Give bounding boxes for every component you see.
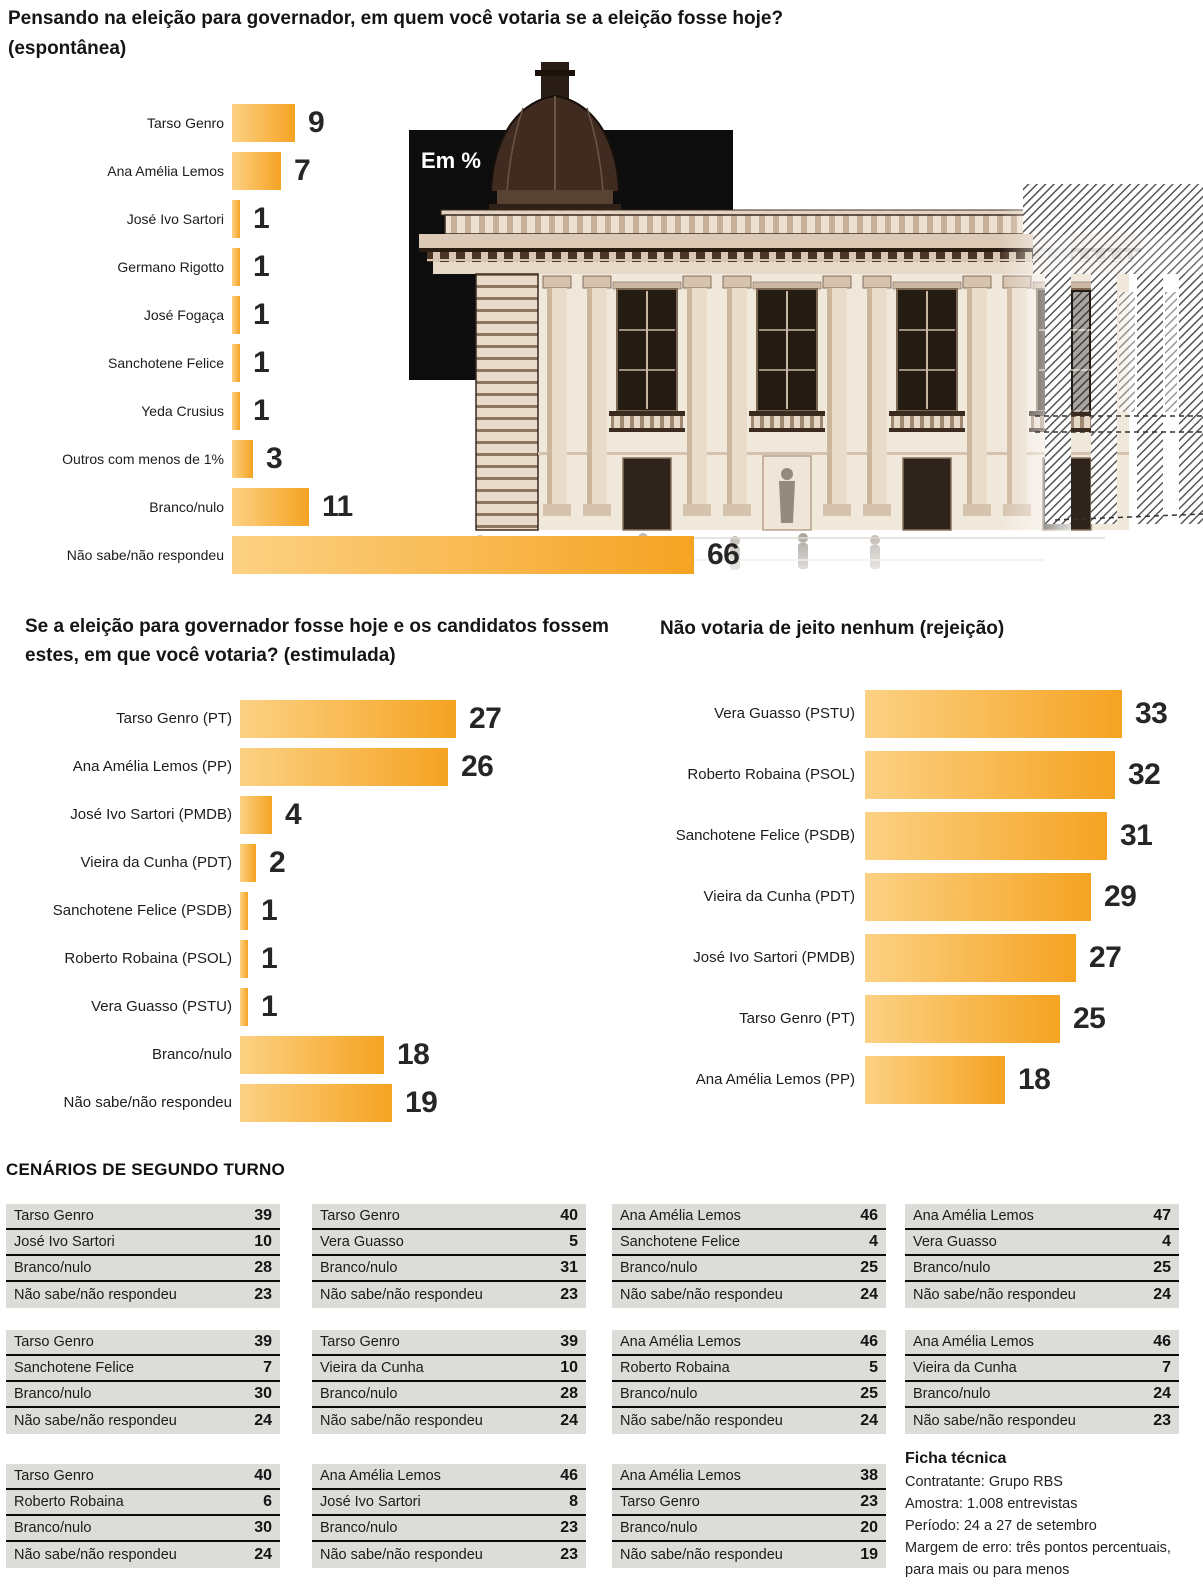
page-title (8, 4, 1168, 64)
bar-value: 29 (1104, 880, 1137, 913)
bar (240, 796, 272, 834)
bar (232, 200, 240, 238)
table-row (612, 1282, 886, 1308)
row-value: 20 (860, 1519, 878, 1536)
bar-label: Sanchotene Felice (108, 355, 224, 371)
bar (240, 748, 448, 786)
bar (232, 536, 694, 574)
bar-label: Ana Amélia Lemos (107, 163, 224, 179)
row-label: Branco/nulo (913, 1260, 991, 1276)
row-label: Vieira da Cunha (320, 1360, 424, 1376)
row-value: 40 (254, 1467, 272, 1484)
bar-row (0, 344, 820, 382)
row-value: 10 (560, 1359, 578, 1376)
bar-value: 7 (294, 154, 311, 187)
bar-row (620, 690, 1203, 738)
bar-label: Vera Guasso (PSTU) (714, 705, 855, 722)
table-row (312, 1356, 586, 1382)
row-value: 19 (860, 1546, 878, 1563)
table-row (6, 1516, 280, 1542)
bar-label: Tarso Genro (PT) (739, 1010, 855, 1027)
table-row (612, 1542, 886, 1568)
bar (865, 1056, 1005, 1104)
row-label: Não sabe/não respondeu (620, 1547, 783, 1563)
row-value: 23 (560, 1546, 578, 1563)
table-row (612, 1356, 886, 1382)
row-value: 23 (1153, 1412, 1171, 1429)
bar (232, 152, 281, 190)
table-row (6, 1330, 280, 1356)
bar-value: 1 (253, 202, 270, 235)
row-value: 7 (1162, 1359, 1171, 1376)
bar-row (0, 440, 820, 478)
bar-value: 19 (405, 1086, 438, 1119)
row-label: Tarso Genro (620, 1494, 700, 1510)
row-label: Não sabe/não respondeu (620, 1413, 783, 1429)
row-label: Roberto Robaina (620, 1360, 730, 1376)
row-value: 46 (560, 1467, 578, 1484)
bar-row (0, 536, 820, 574)
bar-value: 11 (322, 490, 353, 523)
scenario-table (905, 1330, 1179, 1434)
row-value: 31 (560, 1259, 578, 1276)
technical-sheet-line: Período: 24 a 27 de setembro (905, 1518, 1097, 1534)
bar-value: 33 (1135, 697, 1168, 730)
bar (240, 700, 456, 738)
row-label: Vera Guasso (320, 1234, 404, 1250)
bar-value: 3 (266, 442, 283, 475)
bar-value: 18 (1018, 1063, 1051, 1096)
chart-estimulada-title-line2: estes, em que você votaria? (estimulada) (25, 645, 396, 666)
bar-value: 1 (261, 942, 278, 975)
row-value: 24 (1153, 1385, 1171, 1402)
row-value: 28 (560, 1385, 578, 1402)
row-label: Não sabe/não respondeu (14, 1287, 177, 1303)
row-value: 5 (869, 1359, 878, 1376)
bar-label: Sanchotene Felice (PSDB) (675, 827, 855, 844)
bar-value: 66 (707, 538, 740, 571)
row-value: 39 (254, 1333, 272, 1350)
bar-row (0, 152, 820, 190)
row-value: 30 (254, 1385, 272, 1402)
table-row (312, 1464, 586, 1490)
bar (865, 690, 1122, 738)
bar-row (0, 248, 820, 286)
row-value: 8 (569, 1493, 578, 1510)
row-label: Tarso Genro (14, 1334, 94, 1350)
bar (232, 104, 295, 142)
row-label: Tarso Genro (320, 1208, 400, 1224)
bar-row (0, 392, 820, 430)
hatch-facade (1023, 184, 1203, 524)
row-value: 24 (560, 1412, 578, 1429)
table-row (312, 1490, 586, 1516)
bar (240, 892, 248, 930)
bar-row (0, 748, 560, 786)
row-value: 7 (263, 1359, 272, 1376)
row-label: Branco/nulo (320, 1520, 398, 1536)
row-value: 24 (254, 1412, 272, 1429)
table-row (905, 1204, 1179, 1230)
table-row (905, 1282, 1179, 1308)
chart-espontanea (0, 104, 820, 584)
table-row (312, 1516, 586, 1542)
scenario-table (312, 1204, 586, 1308)
table-row (905, 1356, 1179, 1382)
bar (232, 248, 240, 286)
table-row (612, 1230, 886, 1256)
chart-estimulada-title (25, 612, 665, 670)
table-row (905, 1330, 1179, 1356)
bar (232, 440, 253, 478)
row-label: Roberto Robaina (14, 1494, 124, 1510)
table-row (612, 1204, 886, 1230)
bar (240, 1084, 392, 1122)
bar (240, 844, 256, 882)
row-value: 39 (560, 1333, 578, 1350)
table-row (6, 1542, 280, 1568)
bar-label: Roberto Robaina (PSOL) (687, 766, 855, 783)
bar-row (620, 934, 1203, 982)
row-value: 39 (254, 1207, 272, 1224)
bar (240, 988, 248, 1026)
bar-label: Não sabe/não respondeu (66, 547, 224, 563)
table-row (312, 1282, 586, 1308)
bar-value: 25 (1073, 1002, 1106, 1035)
row-value: 4 (869, 1233, 878, 1250)
row-value: 5 (569, 1233, 578, 1250)
row-value: 24 (860, 1286, 878, 1303)
row-label: Vieira da Cunha (913, 1360, 1017, 1376)
bar-label: Vieira da Cunha (PDT) (80, 854, 232, 871)
scenario-table (905, 1204, 1179, 1308)
row-value: 24 (254, 1546, 272, 1563)
bar-row (0, 844, 560, 882)
bar-value: 1 (261, 990, 278, 1023)
chart-rejeicao-title (660, 614, 1180, 643)
row-label: Branco/nulo (620, 1260, 698, 1276)
bar (232, 392, 240, 430)
row-label: Não sabe/não respondeu (320, 1413, 483, 1429)
bar (232, 488, 309, 526)
bar-row (620, 751, 1203, 799)
chart-estimulada (0, 700, 560, 1130)
row-label: Não sabe/não respondeu (320, 1547, 483, 1563)
table-row (905, 1256, 1179, 1282)
row-label: Não sabe/não respondeu (320, 1287, 483, 1303)
scenario-table (6, 1204, 280, 1308)
bar (865, 995, 1060, 1043)
bar-label: José Ivo Sartori (126, 211, 224, 227)
page-title-line2: (espontânea) (8, 38, 127, 59)
row-value: 40 (560, 1207, 578, 1224)
em-percent-label: Em % (421, 148, 481, 173)
bar-row (0, 200, 820, 238)
row-value: 6 (263, 1493, 272, 1510)
bar-label: José Ivo Sartori (PMDB) (693, 949, 855, 966)
table-row (905, 1382, 1179, 1408)
bar-label: Não sabe/não respondeu (63, 1094, 232, 1111)
scenario-table (612, 1330, 886, 1434)
bar-value: 1 (253, 346, 270, 379)
row-label: Tarso Genro (14, 1468, 94, 1484)
technical-sheet-title: Ficha técnica (905, 1450, 1007, 1467)
row-label: Tarso Genro (320, 1334, 400, 1350)
bar (865, 873, 1091, 921)
row-value: 24 (1153, 1286, 1171, 1303)
table-row (612, 1330, 886, 1356)
row-label: Sanchotene Felice (620, 1234, 741, 1250)
scenario-table (312, 1330, 586, 1434)
bar-row (0, 988, 560, 1026)
bar-row (0, 892, 560, 930)
row-label: Não sabe/não respondeu (14, 1547, 177, 1563)
bar (240, 940, 248, 978)
bar-value: 27 (1089, 941, 1122, 974)
row-label: Ana Amélia Lemos (620, 1468, 741, 1484)
row-value: 46 (1153, 1333, 1171, 1350)
scenario-table (6, 1464, 280, 1568)
bar-row (0, 1084, 560, 1122)
table-row (312, 1256, 586, 1282)
row-value: 23 (254, 1286, 272, 1303)
bar-value: 1 (253, 250, 270, 283)
bar-value: 1 (253, 298, 270, 331)
row-value: 28 (254, 1259, 272, 1276)
row-label: Não sabe/não respondeu (14, 1413, 177, 1429)
bar-row (620, 812, 1203, 860)
scenarios-heading: CENÁRIOS DE SEGUNDO TURNO (6, 1160, 285, 1179)
row-value: 47 (1153, 1207, 1171, 1224)
table-row (612, 1490, 886, 1516)
scenario-table (612, 1464, 886, 1568)
chart-estimulada-title-line1: Se a eleição para governador fosse hoje e os candidatos fossem (25, 616, 609, 637)
row-label: Não sabe/não respondeu (620, 1287, 783, 1303)
row-label: Vera Guasso (913, 1234, 997, 1250)
row-label: Sanchotene Felice (14, 1360, 135, 1376)
bar (865, 812, 1107, 860)
bar-row (620, 995, 1203, 1043)
table-row (612, 1382, 886, 1408)
bar-value: 1 (253, 394, 270, 427)
bar-row (0, 796, 560, 834)
bar-row (620, 1056, 1203, 1104)
row-value: 23 (560, 1286, 578, 1303)
bar-label: Ana Amélia Lemos (PP) (72, 758, 232, 775)
bar-value: 9 (308, 106, 325, 139)
row-value: 38 (860, 1467, 878, 1484)
bar-label: Yeda Crusius (141, 403, 224, 419)
row-label: Branco/nulo (320, 1260, 398, 1276)
page-title-line1: Pensando na eleição para governador, em quem você votaria se a eleição fosse hoje? (8, 8, 784, 29)
row-label: Não sabe/não respondeu (913, 1287, 1076, 1303)
row-value: 25 (860, 1259, 878, 1276)
technical-sheet-line: Margem de erro: três pontos percentuais, para mais ou para menos (905, 1540, 1171, 1578)
bar-value: 32 (1128, 758, 1161, 791)
table-row (612, 1408, 886, 1434)
row-value: 24 (860, 1412, 878, 1429)
table-row (312, 1408, 586, 1434)
bar-value: 26 (461, 750, 494, 783)
row-value: 10 (254, 1233, 272, 1250)
table-row (6, 1230, 280, 1256)
row-label: Ana Amélia Lemos (620, 1208, 741, 1224)
bar-row (0, 488, 820, 526)
bar-label: Outros com menos de 1% (62, 451, 224, 467)
table-row (612, 1464, 886, 1490)
bar-label: José Ivo Sartori (PMDB) (70, 806, 232, 823)
bar-label: Vera Guasso (PSTU) (91, 998, 232, 1015)
table-row (312, 1542, 586, 1568)
bar-value: 4 (285, 798, 302, 831)
table-row (612, 1256, 886, 1282)
bar-value: 2 (269, 846, 286, 879)
bar-row (0, 296, 820, 334)
bar (865, 751, 1115, 799)
bar-label: Tarso Genro (PT) (116, 710, 232, 727)
technical-sheet-line: Amostra: 1.008 entrevistas (905, 1496, 1078, 1512)
bar-label: Roberto Robaina (PSOL) (64, 950, 232, 967)
table-row (612, 1516, 886, 1542)
row-label: Branco/nulo (620, 1520, 698, 1536)
row-label: Branco/nulo (14, 1520, 92, 1536)
chart-rejeicao-title-line1: Não votaria de jeito nenhum (rejeição) (660, 618, 1005, 639)
row-label: Não sabe/não respondeu (913, 1413, 1076, 1429)
row-label: Ana Amélia Lemos (320, 1468, 441, 1484)
bar-label: Sanchotene Felice (PSDB) (52, 902, 232, 919)
row-label: José Ivo Sartori (320, 1494, 421, 1510)
row-value: 25 (1153, 1259, 1171, 1276)
table-row (6, 1356, 280, 1382)
bar-row (620, 873, 1203, 921)
bar-value: 27 (469, 702, 502, 735)
table-row (6, 1282, 280, 1308)
table-row (312, 1330, 586, 1356)
bar-label: Tarso Genro (146, 115, 224, 131)
table-row (905, 1230, 1179, 1256)
table-row (6, 1490, 280, 1516)
row-value: 23 (860, 1493, 878, 1510)
scenario-table (6, 1330, 280, 1434)
bar-label: Germano Rigotto (117, 259, 224, 275)
row-value: 46 (860, 1333, 878, 1350)
technical-sheet-line: Contratante: Grupo RBS (905, 1474, 1063, 1490)
bar-row (0, 104, 820, 142)
table-row (312, 1382, 586, 1408)
bar (232, 296, 240, 334)
table-row (6, 1408, 280, 1434)
bar-label: Branco/nulo (151, 1046, 232, 1063)
table-row (6, 1464, 280, 1490)
row-label: Branco/nulo (14, 1260, 92, 1276)
scenario-table (312, 1464, 586, 1568)
bar-row (0, 700, 560, 738)
bar-label: Ana Amélia Lemos (PP) (695, 1071, 855, 1088)
row-label: Ana Amélia Lemos (913, 1334, 1034, 1350)
bar-label: José Fogaça (143, 307, 224, 323)
table-row (312, 1230, 586, 1256)
table-row (6, 1382, 280, 1408)
table-row (312, 1204, 586, 1230)
row-label: Branco/nulo (14, 1386, 92, 1402)
row-value: 25 (860, 1385, 878, 1402)
row-value: 46 (860, 1207, 878, 1224)
bar (232, 344, 240, 382)
bar-row (0, 1036, 560, 1074)
row-label: Tarso Genro (14, 1208, 94, 1224)
table-row (905, 1408, 1179, 1434)
row-value: 30 (254, 1519, 272, 1536)
row-label: Branco/nulo (620, 1386, 698, 1402)
scenario-table (612, 1204, 886, 1308)
row-label: Branco/nulo (913, 1386, 991, 1402)
table-row (6, 1204, 280, 1230)
bar-value: 31 (1120, 819, 1153, 852)
row-value: 23 (560, 1519, 578, 1536)
row-value: 4 (1162, 1233, 1171, 1250)
bar-row (0, 940, 560, 978)
table-row (6, 1256, 280, 1282)
bar (865, 934, 1076, 982)
technical-sheet (905, 1450, 1201, 1581)
bar-label: Branco/nulo (149, 499, 224, 515)
row-label: Branco/nulo (320, 1386, 398, 1402)
bar-value: 18 (397, 1038, 430, 1071)
bar-label: Vieira da Cunha (PDT) (703, 888, 855, 905)
chart-rejeicao (620, 690, 1203, 1110)
bar-value: 1 (261, 894, 278, 927)
bar (240, 1036, 384, 1074)
row-label: Ana Amélia Lemos (620, 1334, 741, 1350)
row-label: José Ivo Sartori (14, 1234, 115, 1250)
row-label: Ana Amélia Lemos (913, 1208, 1034, 1224)
